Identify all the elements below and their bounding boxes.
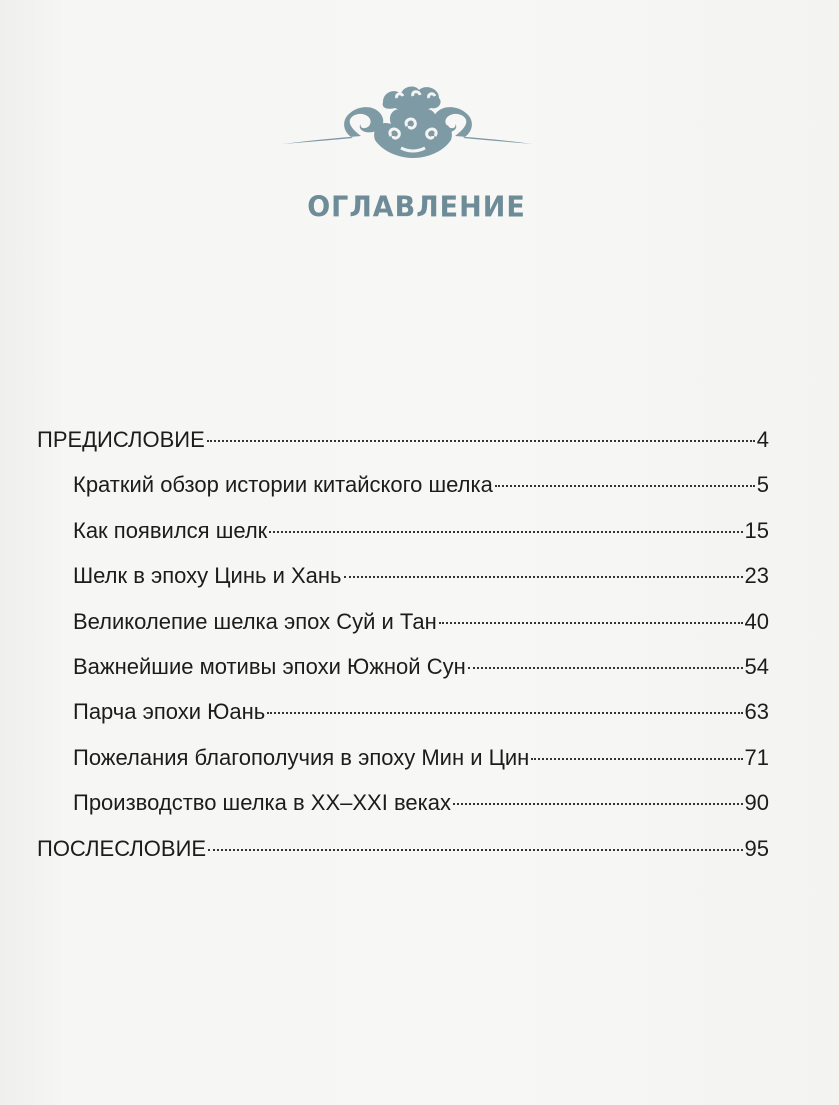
page-title: ОГЛАВЛЕНИЕ bbox=[307, 191, 526, 224]
toc-entry-label: Великолепие шелка эпох Суй и Тан bbox=[73, 608, 437, 634]
toc-entry-sui-tang bbox=[37, 604, 769, 649]
toc-page-number: 90 bbox=[744, 790, 769, 816]
toc-page-number: 95 bbox=[744, 835, 769, 861]
toc-page-number: 40 bbox=[744, 608, 769, 634]
toc-entry-label: Пожелания благополучия в эпоху Мин и Цин bbox=[73, 744, 530, 770]
toc-page-number: 54 bbox=[744, 653, 769, 679]
toc-entry-label: Производство шелка в XX–XXI веках bbox=[73, 790, 451, 816]
toc-entry-preface bbox=[37, 422, 769, 467]
dot-leader bbox=[207, 440, 755, 442]
toc-entry-label: Шелк в эпоху Цинь и Хань bbox=[73, 563, 342, 589]
toc-entry-origin bbox=[37, 513, 769, 558]
toc-entry-qin-han bbox=[37, 558, 769, 603]
dot-leader bbox=[453, 803, 743, 805]
toc-entry-ming-qing bbox=[37, 740, 769, 785]
table-of-contents bbox=[37, 422, 769, 876]
toc-page-number: 15 bbox=[744, 517, 769, 543]
toc-entry-overview bbox=[37, 467, 769, 512]
toc-entry-yuan bbox=[37, 694, 769, 739]
toc-entry-label: ПОСЛЕСЛОВИЕ bbox=[37, 835, 207, 861]
dot-leader bbox=[269, 531, 742, 533]
toc-entry-label: Парча эпохи Юань bbox=[73, 699, 266, 725]
toc-entry-modern-production bbox=[37, 785, 769, 830]
dot-leader bbox=[208, 849, 742, 851]
toc-page-number: 5 bbox=[756, 472, 769, 498]
dot-leader bbox=[439, 622, 743, 624]
toc-entry-southern-song bbox=[37, 649, 769, 694]
dot-leader bbox=[267, 712, 742, 714]
toc-page-number: 23 bbox=[744, 563, 769, 589]
dot-leader bbox=[531, 758, 742, 760]
toc-entry-afterword bbox=[37, 831, 769, 876]
dot-leader bbox=[344, 576, 743, 578]
toc-entry-label: ПРЕДИСЛОВИЕ bbox=[37, 427, 205, 452]
dot-leader bbox=[468, 667, 743, 669]
toc-entry-label: Важнейшие мотивы эпохи Южной Сун bbox=[73, 653, 466, 679]
toc-page-number: 63 bbox=[744, 699, 769, 725]
dot-leader bbox=[495, 485, 755, 487]
toc-page-number: 4 bbox=[756, 427, 769, 452]
toc-entry-label: Как появился шелк bbox=[73, 517, 268, 543]
cloud-ornament-icon bbox=[283, 80, 533, 170]
toc-entry-label: Краткий обзор истории китайского шелка bbox=[73, 472, 493, 498]
toc-page-number: 71 bbox=[744, 744, 769, 770]
